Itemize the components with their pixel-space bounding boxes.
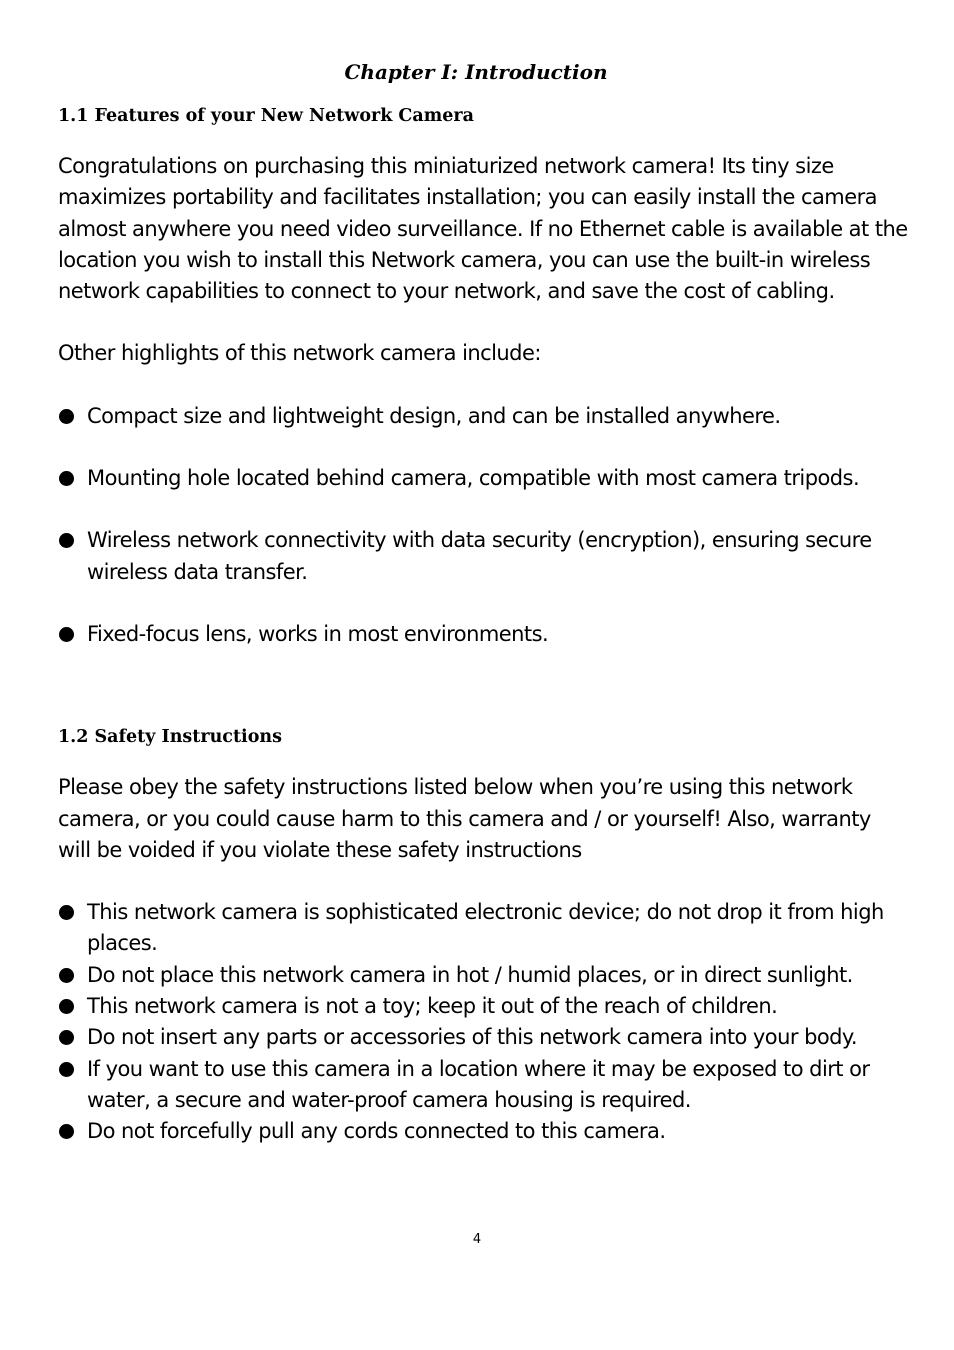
section-heading-features: 1.1 Features of your New Network Camera	[58, 106, 474, 126]
list-item-text: Do not insert any parts or accessories of this network camera into your body.	[87, 1025, 857, 1050]
list-item-text: Fixed-focus lens, works in most environments.	[87, 621, 549, 646]
list-item-text: Mounting hole located behind camera, compatible with most camera tripods.	[87, 466, 860, 491]
list-item-text: Do not forcefully pull any cords connected to this camera.	[87, 1119, 666, 1144]
list-item-text: Wireless network connectivity with data security (encryption), ensuring secure wireless data transfer.	[87, 528, 872, 584]
page-number: 4	[472, 1232, 482, 1247]
bullet-icon	[59, 627, 74, 642]
list-item-text: This network camera is sophisticated electronic device; do not drop it from high places.	[87, 900, 884, 956]
bullet-icon	[59, 533, 74, 548]
bullet-icon	[59, 1124, 74, 1139]
list-item	[58, 1022, 908, 1053]
list-item	[58, 401, 908, 432]
bullet-icon	[59, 968, 74, 983]
features-intro-paragraph: Congratulations on purchasing this miniaturized network camera! Its tiny size maximizes portability and facilitates installation; you can easily install the camera almost anywhere you need video surveillance. If no Ethernet cable is available at the location you wish to install this Network camera, you can use the built-in wireless network capabilities to connect to your network, and save the cost of cabling.	[58, 154, 908, 304]
list-item-text: This network camera is not a toy; keep it out of the reach of children.	[87, 994, 778, 1019]
section-heading-safety: 1.2 Safety Instructions	[58, 727, 282, 748]
features-bullet-list	[58, 401, 908, 650]
list-item-text: If you want to use this camera in a location where it may be exposed to dirt or water, a secure and water-proof camera housing is required.	[87, 1056, 870, 1112]
chapter-title: Chapter I: Introduction	[344, 60, 608, 84]
list-item	[58, 619, 908, 650]
list-item	[58, 1116, 908, 1147]
list-item	[58, 991, 908, 1022]
document-page	[58, 58, 908, 1148]
list-item-text: Do not place this network camera in hot / humid places, or in direct sunlight.	[87, 962, 853, 987]
bullet-icon	[59, 905, 74, 920]
highlights-lead-text: Other highlights of this network camera include:	[58, 341, 541, 366]
bullet-icon	[59, 409, 74, 424]
list-item	[58, 960, 908, 991]
list-item	[58, 463, 908, 494]
bullet-icon	[59, 1030, 74, 1045]
bullet-icon	[59, 1062, 74, 1077]
list-item	[58, 897, 908, 960]
safety-intro-paragraph: Please obey the safety instructions listed below when you’re using this network camera, or you could cause harm to this camera and / or yourself! Also, warranty will be voided if you violate these safety instructions	[58, 775, 871, 862]
bullet-icon	[59, 471, 74, 486]
safety-bullet-list	[58, 897, 908, 1147]
bullet-icon	[59, 999, 74, 1014]
list-item-text: Compact size and lightweight design, and can be installed anywhere.	[87, 403, 781, 428]
list-item	[58, 1054, 908, 1117]
list-item	[58, 525, 908, 588]
